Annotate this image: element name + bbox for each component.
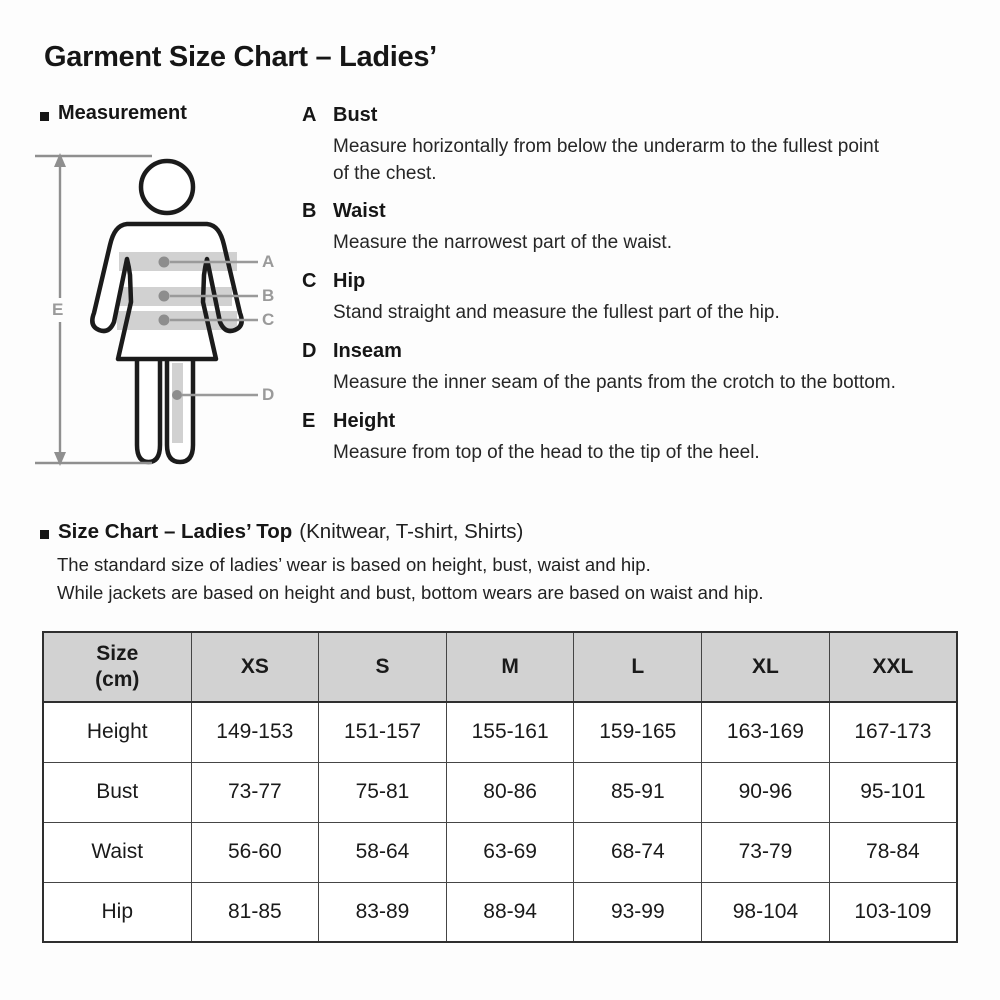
size-chart-heading-regular: (Knitwear, T-shirt, Shirts) xyxy=(299,520,524,543)
table-cell: 167-173 xyxy=(829,702,957,762)
page-title: Garment Size Chart – Ladies’ xyxy=(44,41,437,73)
table-cell: 155-161 xyxy=(446,702,574,762)
table-row-waist xyxy=(43,822,957,882)
table-cell: 81-85 xyxy=(191,882,319,942)
definition-heading xyxy=(302,340,992,363)
table-cell: 75-81 xyxy=(319,762,447,822)
diagram-label-b: B xyxy=(262,286,275,305)
definition-letter: A xyxy=(302,104,317,126)
table-cell: 58-64 xyxy=(319,822,447,882)
intro-line: While jackets are based on height and bust, bottom wears are based on waist and hip. xyxy=(57,581,764,603)
desc-line: of the chest. xyxy=(333,163,437,184)
table-cell: 78-84 xyxy=(829,822,957,882)
table-cell: 90-96 xyxy=(702,762,830,822)
table-cell: 149-153 xyxy=(191,702,319,762)
size-column-header: XL xyxy=(702,632,830,702)
definition-item-hip xyxy=(302,270,992,326)
definition-term: Inseam xyxy=(333,340,402,362)
size-column-header: M xyxy=(446,632,574,702)
table-cell: 73-79 xyxy=(702,822,830,882)
corner-header-cell xyxy=(43,632,191,702)
corner-header-line1: Size xyxy=(96,642,139,666)
table-row-hip xyxy=(43,882,957,942)
table-cell: 95-101 xyxy=(829,762,957,822)
size-column-header: XS xyxy=(191,632,319,702)
table-cell: 163-169 xyxy=(702,702,830,762)
definition-description xyxy=(333,229,992,256)
table-cell: 63-69 xyxy=(446,822,574,882)
table-cell: 80-86 xyxy=(446,762,574,822)
table-header-row xyxy=(43,632,957,702)
table-row-height xyxy=(43,702,957,762)
diagram-label-a: A xyxy=(262,252,275,271)
definition-heading xyxy=(302,200,992,223)
definition-term: Waist xyxy=(333,200,386,222)
table-cell: 85-91 xyxy=(574,762,702,822)
definition-description xyxy=(333,369,992,396)
diagram-label-e: E xyxy=(51,298,64,322)
definition-item-waist xyxy=(302,200,992,256)
table-cell: 83-89 xyxy=(319,882,447,942)
definition-item-height xyxy=(302,410,992,466)
size-chart-heading-bold: Size Chart – Ladies’ Top xyxy=(58,520,293,543)
definition-letter: E xyxy=(302,410,316,432)
table-cell: 103-109 xyxy=(829,882,957,942)
diagram-label-d: D xyxy=(262,385,275,404)
definition-heading xyxy=(302,410,992,433)
table-cell: 73-77 xyxy=(191,762,319,822)
size-column-header: XXL xyxy=(829,632,957,702)
table-cell: 88-94 xyxy=(446,882,574,942)
row-label-cell: Waist xyxy=(43,822,191,882)
figure-outline-illustration xyxy=(30,135,300,480)
definition-term: Height xyxy=(333,410,396,432)
definition-description xyxy=(333,439,992,466)
definition-term: Hip xyxy=(333,270,366,292)
definition-heading xyxy=(302,104,992,127)
definition-letter: B xyxy=(302,200,317,222)
desc-line: Stand straight and measure the fullest part of the hip. xyxy=(333,302,780,323)
size-column-header: S xyxy=(319,632,447,702)
row-label-cell: Hip xyxy=(43,882,191,942)
size-chart-intro xyxy=(57,551,764,606)
definition-description xyxy=(333,133,992,187)
definition-letter: D xyxy=(302,340,317,362)
table-cell: 93-99 xyxy=(574,882,702,942)
bullet-square-icon xyxy=(40,530,49,539)
body-measurement-diagram xyxy=(30,135,300,480)
desc-line: Measure the narrowest part of the waist. xyxy=(333,232,672,253)
size-column-header: L xyxy=(574,632,702,702)
bullet-square-icon xyxy=(40,112,49,121)
table-cell: 151-157 xyxy=(319,702,447,762)
corner-header-line2: (cm) xyxy=(95,668,140,691)
table-cell: 56-60 xyxy=(191,822,319,882)
desc-line: Measure the inner seam of the pants from the crotch to the bottom. xyxy=(333,372,896,393)
intro-line: The standard size of ladies’ wear is based on height, bust, waist and hip. xyxy=(57,554,651,575)
definition-item-bust xyxy=(302,104,992,187)
row-label-cell: Height xyxy=(43,702,191,762)
diagram-label-c: C xyxy=(262,310,275,329)
size-chart-table xyxy=(42,631,958,943)
table-cell: 159-165 xyxy=(574,702,702,762)
desc-line: Measure from top of the head to the tip of the heel. xyxy=(333,442,760,463)
table-cell: 68-74 xyxy=(574,822,702,882)
row-label-cell: Bust xyxy=(43,762,191,822)
definition-item-inseam xyxy=(302,340,992,396)
desc-line: Measure horizontally from below the underarm to the fullest point xyxy=(333,136,879,157)
table-cell: 98-104 xyxy=(702,882,830,942)
table-row-bust xyxy=(43,762,957,822)
definition-letter: C xyxy=(302,270,317,292)
definition-heading xyxy=(302,270,992,293)
definition-description xyxy=(333,299,992,326)
measurement-section-heading: Measurement xyxy=(58,102,187,124)
definition-term: Bust xyxy=(333,104,378,126)
size-chart-section-heading xyxy=(58,520,523,544)
